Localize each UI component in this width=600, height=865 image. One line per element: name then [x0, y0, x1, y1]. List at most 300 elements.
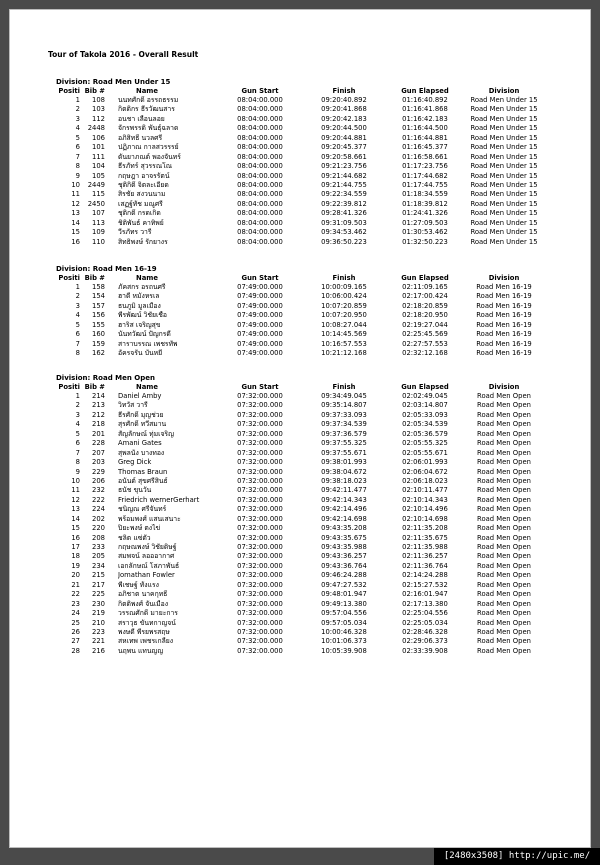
- cell-start: 07:32:00.000: [237, 505, 283, 514]
- cell-bib: 104: [92, 162, 105, 171]
- cell-pos: 23: [71, 599, 80, 608]
- cell-pos: 15: [71, 228, 80, 237]
- cell-name: พงษดี พีรยพรสฤษ: [118, 627, 170, 636]
- cell-bib: 110: [92, 237, 105, 246]
- cell-bib: 228: [92, 439, 105, 448]
- cell-start: 07:49:00.000: [237, 339, 283, 348]
- cell-start: 07:32:00.000: [237, 392, 283, 400]
- column-header-division: Division: [488, 274, 520, 282]
- cell-start: 08:04:00.000: [237, 162, 283, 171]
- cell-pos: 3: [75, 410, 80, 419]
- cell-elapsed: 02:27:57.553: [402, 339, 448, 348]
- cell-elapsed: 01:24:41.326: [402, 209, 448, 218]
- cell-finish: 09:22:34.559: [321, 190, 367, 199]
- table-row: [44, 524, 564, 533]
- cell-elapsed: 01:27:09.503: [402, 218, 448, 227]
- cell-elapsed: 02:14:24.288: [402, 571, 448, 580]
- cell-division: Road Men Under 15: [470, 114, 538, 123]
- cell-start: 07:32:00.000: [237, 646, 283, 655]
- cell-pos: 1: [75, 96, 80, 104]
- cell-start: 08:04:00.000: [237, 114, 283, 123]
- table-row: [44, 172, 564, 181]
- cell-pos: 3: [75, 301, 80, 310]
- column-header-finish: Finish: [332, 274, 356, 282]
- table-row: [44, 420, 564, 429]
- cell-division: Road Men 16-19: [476, 349, 532, 358]
- cell-start: 08:04:00.000: [237, 199, 283, 208]
- cell-name: ชนิญณ ศรีจันทร์: [118, 505, 167, 514]
- table-row: [44, 330, 564, 339]
- cell-name: ปฏิภาณ กาลสวรรรย์: [118, 143, 179, 152]
- cell-division: Road Men Under 15: [470, 152, 538, 161]
- cell-start: 08:04:00.000: [237, 218, 283, 227]
- cell-pos: 21: [71, 580, 80, 589]
- cell-elapsed: 02:10:14.698: [402, 514, 448, 523]
- cell-name: สหเทพ เพชรเกลี้ยง: [118, 637, 174, 646]
- cell-start: 07:32:00.000: [237, 533, 283, 542]
- cell-start: 07:32:00.000: [237, 420, 283, 429]
- cell-start: 07:32:00.000: [237, 410, 283, 419]
- cell-elapsed: 01:16:42.183: [402, 114, 448, 123]
- cell-elapsed: 01:17:23.756: [402, 162, 448, 171]
- table-row: [44, 283, 564, 292]
- column-header-start: Gun Start: [241, 87, 279, 95]
- cell-pos: 5: [75, 133, 80, 142]
- cell-bib: 107: [92, 209, 105, 218]
- cell-elapsed: 02:10:14.496: [402, 505, 448, 514]
- cell-name: อนชา เลื่อนลอย: [118, 114, 165, 123]
- table-row: [44, 162, 564, 171]
- cell-name: อนันต์ สุขศรีสินธ์: [118, 476, 168, 485]
- cell-start: 07:32:00.000: [237, 458, 283, 467]
- image-size-watermark: [2480x3508] http://upic.me/: [434, 848, 600, 865]
- column-header-pos: Positi: [58, 87, 80, 95]
- cell-finish: 09:22:39.812: [321, 199, 367, 208]
- cell-finish: 09:34:49.045: [321, 392, 367, 400]
- cell-pos: 7: [75, 152, 80, 161]
- cell-pos: 26: [71, 627, 80, 636]
- cell-start: 07:32:00.000: [237, 467, 283, 476]
- cell-pos: 2: [75, 292, 80, 301]
- cell-start: 07:32:00.000: [237, 609, 283, 618]
- cell-division: Road Men 16-19: [476, 283, 532, 291]
- cell-bib: 108: [92, 96, 105, 104]
- cell-division: Road Men Under 15: [470, 105, 538, 114]
- column-header-name: Name: [136, 87, 158, 95]
- cell-division: Road Men Open: [477, 609, 531, 618]
- cell-name: นนทศักดิ์ อรรถธรรม: [118, 96, 179, 104]
- cell-finish: 10:07:20.950: [321, 311, 367, 320]
- cell-pos: 15: [71, 524, 80, 533]
- cell-bib: 2449: [87, 180, 105, 189]
- cell-bib: 109: [92, 228, 105, 237]
- cell-start: 07:32:00.000: [237, 580, 283, 589]
- cell-bib: 157: [92, 301, 105, 310]
- column-header-finish: Finish: [332, 87, 356, 95]
- cell-division: Road Men Under 15: [470, 96, 538, 104]
- table-row: [44, 590, 564, 599]
- cell-division: Road Men Open: [477, 401, 531, 410]
- column-header-bib: Bib #: [84, 274, 105, 282]
- cell-finish: 09:21:44.755: [321, 180, 367, 189]
- cell-finish: 09:46:24.288: [321, 571, 367, 580]
- cell-elapsed: 02:33:39.908: [402, 646, 448, 655]
- table-row: [44, 238, 564, 247]
- cell-division: Road Men 16-19: [476, 311, 532, 320]
- cell-division: Road Men Open: [477, 571, 531, 580]
- cell-division: Road Men Under 15: [470, 209, 538, 218]
- cell-bib: 217: [92, 580, 105, 589]
- cell-finish: 10:01:06.373: [321, 637, 367, 646]
- cell-name: Daniel Amby: [118, 392, 162, 400]
- cell-finish: 10:00:09.165: [321, 283, 367, 291]
- cell-start: 07:32:00.000: [237, 524, 283, 533]
- cell-bib: 101: [92, 143, 105, 152]
- cell-elapsed: 01:16:40.892: [402, 96, 448, 104]
- cell-finish: 09:20:42.183: [321, 114, 367, 123]
- cell-elapsed: 02:25:04.556: [402, 609, 448, 618]
- cell-division: Road Men 16-19: [476, 339, 532, 348]
- cell-elapsed: 02:18:20.859: [402, 301, 448, 310]
- cell-elapsed: 02:25:05.034: [402, 618, 448, 627]
- cell-elapsed: 02:32:12.168: [402, 349, 448, 358]
- cell-name: วรรณศักดิ์ มายะการ: [118, 609, 178, 618]
- cell-elapsed: 01:16:41.868: [402, 105, 448, 114]
- column-header-bib: Bib #: [84, 87, 105, 95]
- cell-division: Road Men Under 15: [470, 190, 538, 199]
- cell-name: นันทวัฒน์ ปัญกรดี: [118, 330, 171, 339]
- cell-division: Road Men Open: [477, 580, 531, 589]
- cell-bib: 216: [92, 646, 105, 655]
- cell-finish: 09:42:14.698: [321, 514, 367, 523]
- cell-name: ธนภูมิ มูลเมือง: [118, 301, 161, 310]
- cell-start: 07:49:00.000: [237, 292, 283, 301]
- cell-start: 07:49:00.000: [237, 283, 283, 291]
- column-header-bib: Bib #: [84, 383, 105, 391]
- cell-start: 08:04:00.000: [237, 180, 283, 189]
- cell-division: Road Men Open: [477, 524, 531, 533]
- cell-name: สิรชัย สงวนนาม: [118, 190, 166, 199]
- cell-finish: 09:42:14.343: [321, 495, 367, 504]
- cell-pos: 8: [75, 349, 80, 358]
- cell-finish: 10:06:00.424: [321, 292, 367, 301]
- column-header-elapsed: Gun Elapsed: [401, 383, 449, 391]
- table-row: [44, 302, 564, 311]
- table-row: [44, 486, 564, 495]
- cell-elapsed: 02:11:35.675: [402, 533, 448, 542]
- cell-pos: 27: [71, 637, 80, 646]
- cell-division: Road Men Open: [477, 467, 531, 476]
- cell-start: 07:32:00.000: [237, 627, 283, 636]
- cell-bib: 230: [92, 599, 105, 608]
- cell-name: พร้อมพงศ์ แสนเสนาะ: [118, 514, 181, 523]
- table-row: [44, 430, 564, 439]
- cell-bib: 219: [92, 609, 105, 618]
- cell-finish: 09:37:36.579: [321, 429, 367, 438]
- cell-name: กฤษฎา อาจรรัตน์: [118, 171, 170, 180]
- cell-pos: 9: [75, 171, 80, 180]
- cell-elapsed: 02:10:11.477: [402, 486, 448, 495]
- cell-finish: 09:57:05.034: [321, 618, 367, 627]
- cell-division: Road Men Open: [477, 561, 531, 570]
- cell-start: 08:04:00.000: [237, 237, 283, 246]
- division-title: Division: Road Men Open: [56, 374, 155, 382]
- cell-pos: 17: [71, 543, 80, 551]
- table-row: [44, 340, 564, 349]
- cell-name: ธีรศักดิ์ มุญช่วย: [118, 410, 164, 419]
- cell-pos: 13: [71, 209, 80, 218]
- table-row: [44, 600, 564, 609]
- table-row: [44, 181, 564, 190]
- table-row: [44, 543, 564, 552]
- table-row: [44, 458, 564, 467]
- cell-pos: 7: [75, 448, 80, 457]
- cell-name: กิตติกร ธีรวัฒนสาร: [118, 105, 175, 114]
- cell-elapsed: 02:05:55.325: [402, 439, 448, 448]
- cell-bib: 234: [92, 561, 105, 570]
- cell-elapsed: 02:25:45.569: [402, 330, 448, 339]
- cell-division: Road Men Open: [477, 486, 531, 495]
- cell-name: อัครจรัน บันหยี: [118, 349, 163, 358]
- cell-pos: 12: [71, 495, 80, 504]
- cell-finish: 09:20:44.881: [321, 133, 367, 142]
- cell-start: 07:32:00.000: [237, 439, 283, 448]
- cell-elapsed: 02:11:35.988: [402, 543, 448, 551]
- table-header-row: [44, 383, 564, 392]
- cell-start: 07:32:00.000: [237, 618, 283, 627]
- column-header-division: Division: [488, 87, 520, 95]
- cell-finish: 09:38:04.672: [321, 467, 367, 476]
- cell-pos: 22: [71, 590, 80, 599]
- cell-start: 08:04:00.000: [237, 105, 283, 114]
- cell-elapsed: 01:16:45.377: [402, 143, 448, 152]
- table-header-row: [44, 87, 564, 96]
- column-header-start: Gun Start: [241, 274, 279, 282]
- cell-finish: 09:35:14.807: [321, 401, 367, 410]
- cell-pos: 12: [71, 199, 80, 208]
- cell-name: Thomas Braun: [118, 467, 168, 476]
- cell-division: Road Men Under 15: [470, 228, 538, 237]
- division-section: [44, 78, 564, 247]
- cell-start: 07:32:00.000: [237, 599, 283, 608]
- cell-division: Road Men Under 15: [470, 162, 538, 171]
- cell-elapsed: 02:10:14.343: [402, 495, 448, 504]
- column-header-pos: Positi: [58, 274, 80, 282]
- cell-name: กิตติพงศ์ จันเมือง: [118, 599, 169, 608]
- cell-start: 07:32:00.000: [237, 590, 283, 599]
- cell-finish: 09:43:35.675: [321, 533, 367, 542]
- cell-finish: 09:31:09.503: [321, 218, 367, 227]
- cell-name: นฤพน แทนญญ: [118, 646, 164, 655]
- cell-name: สุพลนัง บางทอง: [118, 448, 165, 457]
- cell-elapsed: 02:06:04.672: [402, 467, 448, 476]
- table-row: [44, 143, 564, 152]
- division-section: [44, 374, 564, 656]
- cell-start: 07:32:00.000: [237, 514, 283, 523]
- cell-start: 07:32:00.000: [237, 495, 283, 504]
- cell-elapsed: 02:03:14.807: [402, 401, 448, 410]
- table-row: [44, 124, 564, 133]
- cell-division: Road Men Under 15: [470, 171, 538, 180]
- table-row: [44, 219, 564, 228]
- table-row: [44, 134, 564, 143]
- cell-division: Road Men Open: [477, 410, 531, 419]
- table-row: [44, 637, 564, 646]
- table-row: [44, 496, 564, 505]
- cell-division: Road Men Under 15: [470, 199, 538, 208]
- cell-finish: 09:36:50.223: [321, 237, 367, 246]
- cell-name: เสฏฐ์ทัช มณูศรี: [118, 199, 163, 208]
- cell-finish: 09:20:58.661: [321, 152, 367, 161]
- cell-bib: 206: [92, 476, 105, 485]
- column-header-elapsed: Gun Elapsed: [401, 274, 449, 282]
- cell-finish: 09:37:55.671: [321, 448, 367, 457]
- table-row: [44, 505, 564, 514]
- cell-pos: 20: [71, 571, 80, 580]
- cell-finish: 09:43:35.988: [321, 543, 367, 551]
- cell-start: 08:04:00.000: [237, 209, 283, 218]
- cell-name: พีเชษฐ์ ทั้งแรง: [118, 580, 159, 589]
- cell-elapsed: 01:32:50.223: [402, 237, 448, 246]
- cell-bib: 207: [92, 448, 105, 457]
- cell-pos: 14: [71, 514, 80, 523]
- cell-pos: 19: [71, 561, 80, 570]
- cell-bib: 2448: [87, 124, 105, 133]
- cell-division: Road Men 16-19: [476, 330, 532, 339]
- cell-start: 07:32:00.000: [237, 543, 283, 551]
- cell-finish: 09:37:33.093: [321, 410, 367, 419]
- cell-elapsed: 01:18:39.812: [402, 199, 448, 208]
- cell-start: 07:49:00.000: [237, 320, 283, 329]
- cell-bib: 213: [92, 401, 105, 410]
- cell-bib: 156: [92, 311, 105, 320]
- cell-name: ภัคสกร อรถนศรี: [118, 283, 166, 291]
- cell-pos: 2: [75, 105, 80, 114]
- cell-name: สราวุธ ขันทกาญจน์: [118, 618, 176, 627]
- cell-bib: 154: [92, 292, 105, 301]
- cell-pos: 6: [75, 439, 80, 448]
- table-row: [44, 190, 564, 199]
- cell-name: พีรพัฒน์ วิชัยเชื้อ: [118, 311, 167, 320]
- cell-pos: 1: [75, 283, 80, 291]
- cell-pos: 11: [71, 190, 80, 199]
- cell-pos: 14: [71, 218, 80, 227]
- cell-name: วีรภัทร วารี: [118, 228, 152, 237]
- cell-pos: 18: [71, 552, 80, 561]
- table-row: [44, 411, 564, 420]
- table-row: [44, 200, 564, 209]
- cell-elapsed: 02:11:36.764: [402, 561, 448, 570]
- cell-finish: 09:34:53.462: [321, 228, 367, 237]
- cell-name: ชิติพันธ์ คาทิพย์: [118, 218, 164, 227]
- cell-bib: 159: [92, 339, 105, 348]
- cell-division: Road Men 16-19: [476, 301, 532, 310]
- cell-bib: 218: [92, 420, 105, 429]
- cell-finish: 09:43:35.208: [321, 524, 367, 533]
- cell-name: ชุติกติ์ กรดเกิด: [118, 209, 161, 218]
- cell-pos: 8: [75, 458, 80, 467]
- division-title: Division: Road Men 16-19: [56, 265, 157, 273]
- cell-pos: 1: [75, 392, 80, 400]
- cell-division: Road Men 16-19: [476, 292, 532, 301]
- cell-elapsed: 02:15:27.532: [402, 580, 448, 589]
- cell-division: Road Men Under 15: [470, 218, 538, 227]
- table-header-row: [44, 274, 564, 283]
- cell-finish: 09:38:18.023: [321, 476, 367, 485]
- cell-elapsed: 02:05:34.539: [402, 420, 448, 429]
- cell-finish: 09:43:36.764: [321, 561, 367, 570]
- cell-bib: 112: [92, 114, 105, 123]
- cell-name: ชุติกิติ์ จิตละเอียด: [118, 180, 169, 189]
- cell-elapsed: 01:17:44.682: [402, 171, 448, 180]
- cell-name: ธนัช ขุนวัน: [118, 486, 152, 495]
- table-row: [44, 562, 564, 571]
- cell-pos: 11: [71, 486, 80, 495]
- cell-bib: 210: [92, 618, 105, 627]
- cell-bib: 201: [92, 429, 105, 438]
- cell-finish: 09:20:41.868: [321, 105, 367, 114]
- table-row: [44, 515, 564, 524]
- cell-elapsed: 01:16:58.661: [402, 152, 448, 161]
- cell-finish: 10:05:39.908: [321, 646, 367, 655]
- cell-bib: 232: [92, 486, 105, 495]
- cell-start: 07:32:00.000: [237, 448, 283, 457]
- cell-name: อภิชาต นาคกุทธิ์: [118, 590, 168, 599]
- cell-elapsed: 02:17:00.424: [402, 292, 448, 301]
- cell-pos: 2: [75, 401, 80, 410]
- cell-elapsed: 01:16:44.500: [402, 124, 448, 133]
- cell-bib: 225: [92, 590, 105, 599]
- cell-name: สมพจน์ ลอออากาศ: [118, 552, 175, 561]
- cell-start: 08:04:00.000: [237, 143, 283, 152]
- cell-bib: 214: [92, 392, 105, 400]
- cell-finish: 10:21:12.168: [321, 349, 367, 358]
- cell-start: 08:04:00.000: [237, 133, 283, 142]
- cell-pos: 7: [75, 339, 80, 348]
- cell-division: Road Men Open: [477, 627, 531, 636]
- cell-name: ธีรภัทร์ สุวรรณโณ: [118, 162, 173, 171]
- cell-name: Friedrich wernerGerhart: [118, 495, 200, 504]
- cell-elapsed: 02:18:20.950: [402, 311, 448, 320]
- cell-elapsed: 02:06:01.993: [402, 458, 448, 467]
- cell-name: ดันยาภณต์ พองจันทร์: [118, 152, 181, 161]
- cell-division: Road Men Open: [477, 392, 531, 400]
- table-row: [44, 609, 564, 618]
- cell-bib: 203: [92, 458, 105, 467]
- table-row: [44, 311, 564, 320]
- cell-pos: 4: [75, 311, 80, 320]
- cell-pos: 4: [75, 124, 80, 133]
- cell-pos: 16: [71, 533, 80, 542]
- cell-bib: 103: [92, 105, 105, 114]
- cell-division: Road Men Under 15: [470, 143, 538, 152]
- table-row: [44, 647, 564, 656]
- cell-name: ฮาริส เจริญสุข: [118, 320, 161, 329]
- cell-finish: 09:42:14.496: [321, 505, 367, 514]
- cell-start: 07:49:00.000: [237, 349, 283, 358]
- cell-division: Road Men Under 15: [470, 237, 538, 246]
- cell-elapsed: 02:11:35.208: [402, 524, 448, 533]
- cell-start: 07:32:00.000: [237, 571, 283, 580]
- cell-division: Road Men Open: [477, 543, 531, 551]
- cell-elapsed: 02:17:13.380: [402, 599, 448, 608]
- cell-name: Amani Gates: [118, 439, 162, 448]
- cell-division: Road Men Open: [477, 533, 531, 542]
- cell-finish: 10:08:27.044: [321, 320, 367, 329]
- table-row: [44, 153, 564, 162]
- cell-finish: 09:48:01.947: [321, 590, 367, 599]
- cell-pos: 25: [71, 618, 80, 627]
